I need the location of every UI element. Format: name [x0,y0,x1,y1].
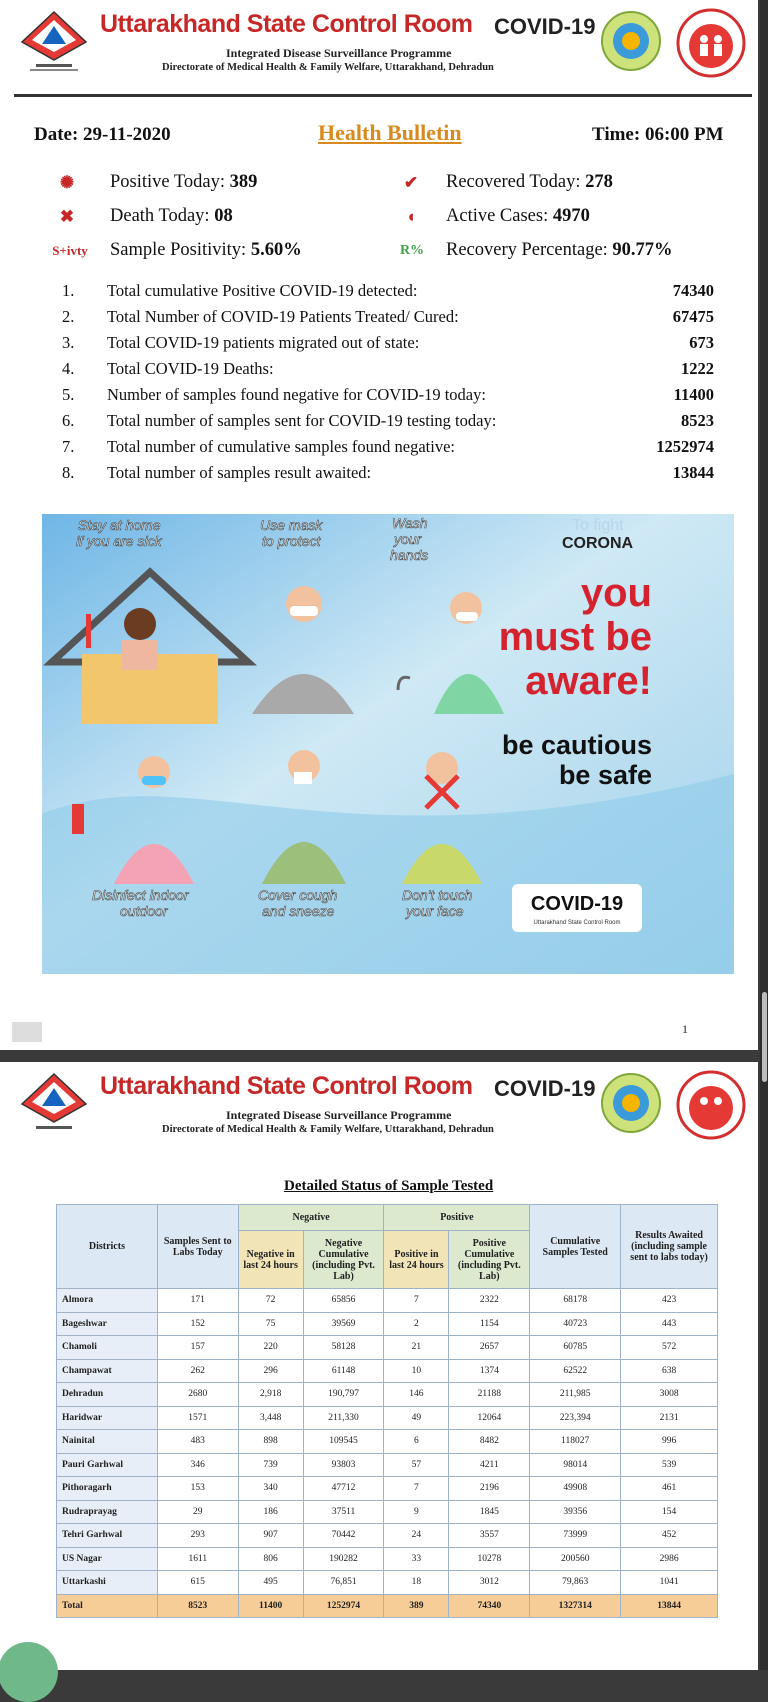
header-districts: Districts [57,1205,158,1289]
value-cell: 211,985 [530,1383,621,1407]
value-cell: 190282 [303,1547,384,1571]
value-cell: 1041 [621,1571,718,1595]
value-cell: 452 [621,1524,718,1548]
value-cell: 58128 [303,1336,384,1360]
recovery-icon: R% [399,243,425,258]
poster-safe: be safe [558,760,652,790]
value-cell: 157 [157,1336,238,1360]
value-cell: 21188 [449,1383,530,1407]
value-cell: 76,851 [303,1571,384,1595]
header-sent: Samples Sent to Labs Today [157,1205,238,1289]
table-row [57,1406,718,1430]
page-header [0,0,758,92]
value-cell: 340 [238,1477,303,1501]
poster-mask-1: Use mask [260,517,323,533]
value-cell: 9 [384,1500,449,1524]
header-pos24: Positive in last 24 hours [384,1231,449,1289]
header-negcum: Negative Cumulative (including Pvt. Lab) [303,1231,384,1289]
value-cell: 24 [384,1524,449,1548]
poster-fight: To fight [572,517,624,534]
value-cell: 13844 [621,1594,718,1618]
uttarakhand-logo-icon [14,1070,94,1136]
value-cell: 109545 [303,1430,384,1454]
value-cell: 1845 [449,1500,530,1524]
value-cell: 73999 [530,1524,621,1548]
value-cell: 49908 [530,1477,621,1501]
poster-corona: CORONA [562,535,634,552]
recovered-icon: ✔ [403,173,419,192]
value-cell: 10278 [449,1547,530,1571]
value-cell: 223,394 [530,1406,621,1430]
poster-cover-2: and sneeze [262,903,335,919]
header-awaited: Results Awaited (including sample sent to labs today) [621,1205,718,1289]
poster-touch-2: your face [406,903,464,919]
header-subtitle: Integrated Disease Surveillance Programme [226,1108,452,1122]
page-header [0,1062,758,1154]
value-cell: 68178 [530,1289,621,1313]
district-cell: Tehri Garhwal [57,1524,158,1548]
covid-label: COVID-19 [494,1076,596,1101]
bulletin-heading: Health Bulletin [318,120,462,145]
value-cell: 898 [238,1430,303,1454]
virus-positive-icon: ✺ [59,173,75,192]
value-cell: 495 [238,1571,303,1595]
value-cell: 2131 [621,1406,718,1430]
value-cell: 37511 [303,1500,384,1524]
value-cell: 10 [384,1359,449,1383]
value-cell: 153 [157,1477,238,1501]
table-row [57,1453,718,1477]
value-cell: 1327314 [530,1594,621,1618]
district-cell: Champawat [57,1359,158,1383]
value-cell: 98014 [530,1453,621,1477]
positivity-icon: S+ivty [52,243,88,258]
poster-stay-home-2: if you are sick [76,533,162,549]
value-cell: 2 [384,1312,449,1336]
stat-active: Active Cases: 4970 [446,206,590,226]
poster-wash-2: your [394,531,422,547]
value-cell: 3,448 [238,1406,303,1430]
header-title: Uttarakhand State Control Room [100,1072,473,1100]
value-cell: 33 [384,1547,449,1571]
value-cell: 60785 [530,1336,621,1360]
district-cell: Haridwar [57,1406,158,1430]
header-neg24: Negative in last 24 hours [238,1231,303,1289]
death-icon: ✖ [59,207,75,226]
value-cell: 2196 [449,1477,530,1501]
table-row [57,1547,718,1571]
header-title: Uttarakhand State Control Room [100,10,473,38]
header-directorate: Directorate of Medical Health & Family Welfare, Uttarakhand, Dehradun [162,1124,494,1135]
district-cell: Nainital [57,1430,158,1454]
value-cell: 296 [238,1359,303,1383]
poster-touch-1: Don't touch [402,887,473,903]
value-cell: 346 [157,1453,238,1477]
value-cell: 572 [621,1336,718,1360]
page-marker [12,1022,42,1042]
value-cell: 638 [621,1359,718,1383]
header-rule [14,94,752,97]
value-cell: 93803 [303,1453,384,1477]
value-cell: 1374 [449,1359,530,1383]
value-cell: 62522 [530,1359,621,1383]
list-item: 5. Number of samples found negative for COVID-19 today: 11400 [62,385,714,404]
value-cell: 8482 [449,1430,530,1454]
sample-table-body [57,1289,718,1618]
poster-stay-home-1: Stay at home [78,517,161,533]
value-cell: 75 [238,1312,303,1336]
value-cell: 72 [238,1289,303,1313]
value-cell: 146 [384,1383,449,1407]
header-positive: Positive [384,1205,530,1231]
value-cell: 79,863 [530,1571,621,1595]
value-cell: 2657 [449,1336,530,1360]
idsp-emblem-icon [600,10,662,72]
table-row [57,1312,718,1336]
value-cell: 4211 [449,1453,530,1477]
value-cell: 220 [238,1336,303,1360]
nhm-emblem-icon [676,8,746,78]
value-cell: 615 [157,1571,238,1595]
value-cell: 21 [384,1336,449,1360]
stat-positive: Positive Today: 389 [110,172,258,192]
list-item: 4. Total COVID-19 Deaths: 1222 [62,359,714,378]
value-cell: 6 [384,1430,449,1454]
poster-disinfect-1: Disinfect indoor [92,887,189,903]
header-subtitle: Integrated Disease Surveillance Programme [226,46,452,60]
value-cell: 171 [157,1289,238,1313]
value-cell: 18 [384,1571,449,1595]
value-cell: 1611 [157,1547,238,1571]
page-number: 1 [682,1022,688,1036]
value-cell: 443 [621,1312,718,1336]
district-cell: Chamoli [57,1336,158,1360]
poster-cover-1: Cover cough [258,887,338,903]
bulletin-list [62,281,714,489]
table-row [57,1524,718,1548]
table-row [57,1571,718,1595]
value-cell: 3008 [621,1383,718,1407]
value-cell: 39356 [530,1500,621,1524]
value-cell: 423 [621,1289,718,1313]
value-cell: 49 [384,1406,449,1430]
value-cell: 483 [157,1430,238,1454]
value-cell: 293 [157,1524,238,1548]
poster-cautious: be cautious [501,730,652,760]
poster-badge-sub: Uttarakhand State Control Room [533,920,621,926]
list-item: 3. Total COVID-19 patients migrated out of state: 673 [62,333,714,352]
value-cell: 57 [384,1453,449,1477]
list-item: 8. Total number of samples result awaited: 13844 [62,463,714,482]
district-cell: Bageshwar [57,1312,158,1336]
poster-badge-title: COVID-19 [530,893,624,915]
header-cumulative: Cumulative Samples Tested [530,1205,621,1289]
poster-aware: aware! [525,659,652,703]
value-cell: 65856 [303,1289,384,1313]
scrollbar-track[interactable] [760,0,768,1670]
value-cell: 907 [238,1524,303,1548]
stat-recovered: Recovered Today: 278 [446,172,613,192]
value-cell: 3012 [449,1571,530,1595]
poster-you: you [580,571,652,615]
active-icon: ◖ [405,207,417,226]
poster-wash-3: hands [390,547,429,563]
value-cell: 118027 [530,1430,621,1454]
header-directorate: Directorate of Medical Health & Family Welfare, Uttarakhand, Dehradun [162,62,494,73]
stat-recovery: Recovery Percentage: 90.77% [446,240,673,260]
stat-positivity: Sample Positivity: 5.60% [110,240,302,260]
value-cell: 190,797 [303,1383,384,1407]
district-cell: Uttarkashi [57,1571,158,1595]
value-cell: 806 [238,1547,303,1571]
poster-disinfect-2: outdoor [120,903,168,919]
value-cell: 47712 [303,1477,384,1501]
table-row [57,1383,718,1407]
value-cell: 154 [621,1500,718,1524]
list-item: 7. Total number of cumulative samples found negative: 1252974 [62,437,714,456]
value-cell: 461 [621,1477,718,1501]
value-cell: 152 [157,1312,238,1336]
value-cell: 3557 [449,1524,530,1548]
list-item: 1. Total cumulative Positive COVID-19 detected: 74340 [62,281,714,300]
district-cell: Rudraprayag [57,1500,158,1524]
stat-death: Death Today: 08 [110,206,233,226]
value-cell: 74340 [449,1594,530,1618]
value-cell: 262 [157,1359,238,1383]
scrollbar-thumb[interactable] [762,992,767,1082]
value-cell: 12064 [449,1406,530,1430]
value-cell: 389 [384,1594,449,1618]
value-cell: 2680 [157,1383,238,1407]
value-cell: 7 [384,1289,449,1313]
table-row [57,1289,718,1313]
value-cell: 186 [238,1500,303,1524]
value-cell: 200560 [530,1547,621,1571]
uttarakhand-logo-icon [14,8,94,74]
table-row [57,1336,718,1360]
menu-fab-button[interactable] [0,1642,58,1702]
value-cell: 1252974 [303,1594,384,1618]
covid-label: COVID-19 [494,14,596,39]
table-row [57,1500,718,1524]
header-poscum: Positive Cumulative (including Pvt. Lab) [449,1231,530,1289]
value-cell: 211,330 [303,1406,384,1430]
poster-must-be: must be [498,615,652,659]
list-item: 6. Total number of samples sent for COVID-19 testing today: 8523 [62,411,714,430]
value-cell: 2322 [449,1289,530,1313]
nhm-emblem-icon [676,1070,746,1140]
value-cell: 539 [621,1453,718,1477]
value-cell: 2,918 [238,1383,303,1407]
table-row [57,1430,718,1454]
district-cell: Dehradun [57,1383,158,1407]
value-cell: 29 [157,1500,238,1524]
value-cell: 70442 [303,1524,384,1548]
poster-wash-1: Wash [392,515,428,531]
bulletin-date: Date: 29-11-2020 [34,124,171,145]
district-cell: Total [57,1594,158,1618]
value-cell: 739 [238,1453,303,1477]
value-cell: 39569 [303,1312,384,1336]
bulletin-time: Time: 06:00 PM [592,124,724,145]
district-cell: Pithoragarh [57,1477,158,1501]
value-cell: 1571 [157,1406,238,1430]
table-row [57,1477,718,1501]
value-cell: 40723 [530,1312,621,1336]
value-cell: 7 [384,1477,449,1501]
value-cell: 8523 [157,1594,238,1618]
sample-table-title: Detailed Status of Sample Tested [284,1178,494,1194]
sample-status-table [56,1204,718,1618]
value-cell: 61148 [303,1359,384,1383]
list-item: 2. Total Number of COVID-19 Patients Treated/ Cured: 67475 [62,307,714,326]
value-cell: 2986 [621,1547,718,1571]
district-cell: Almora [57,1289,158,1313]
total-row [57,1594,718,1618]
poster-mask-2: to protect [262,533,321,549]
awareness-poster [42,514,734,974]
table-row [57,1359,718,1383]
value-cell: 1154 [449,1312,530,1336]
district-cell: Pauri Garhwal [57,1453,158,1477]
idsp-emblem-icon [600,1072,662,1134]
district-cell: US Nagar [57,1547,158,1571]
value-cell: 996 [621,1430,718,1454]
header-negative: Negative [238,1205,384,1231]
value-cell: 11400 [238,1594,303,1618]
